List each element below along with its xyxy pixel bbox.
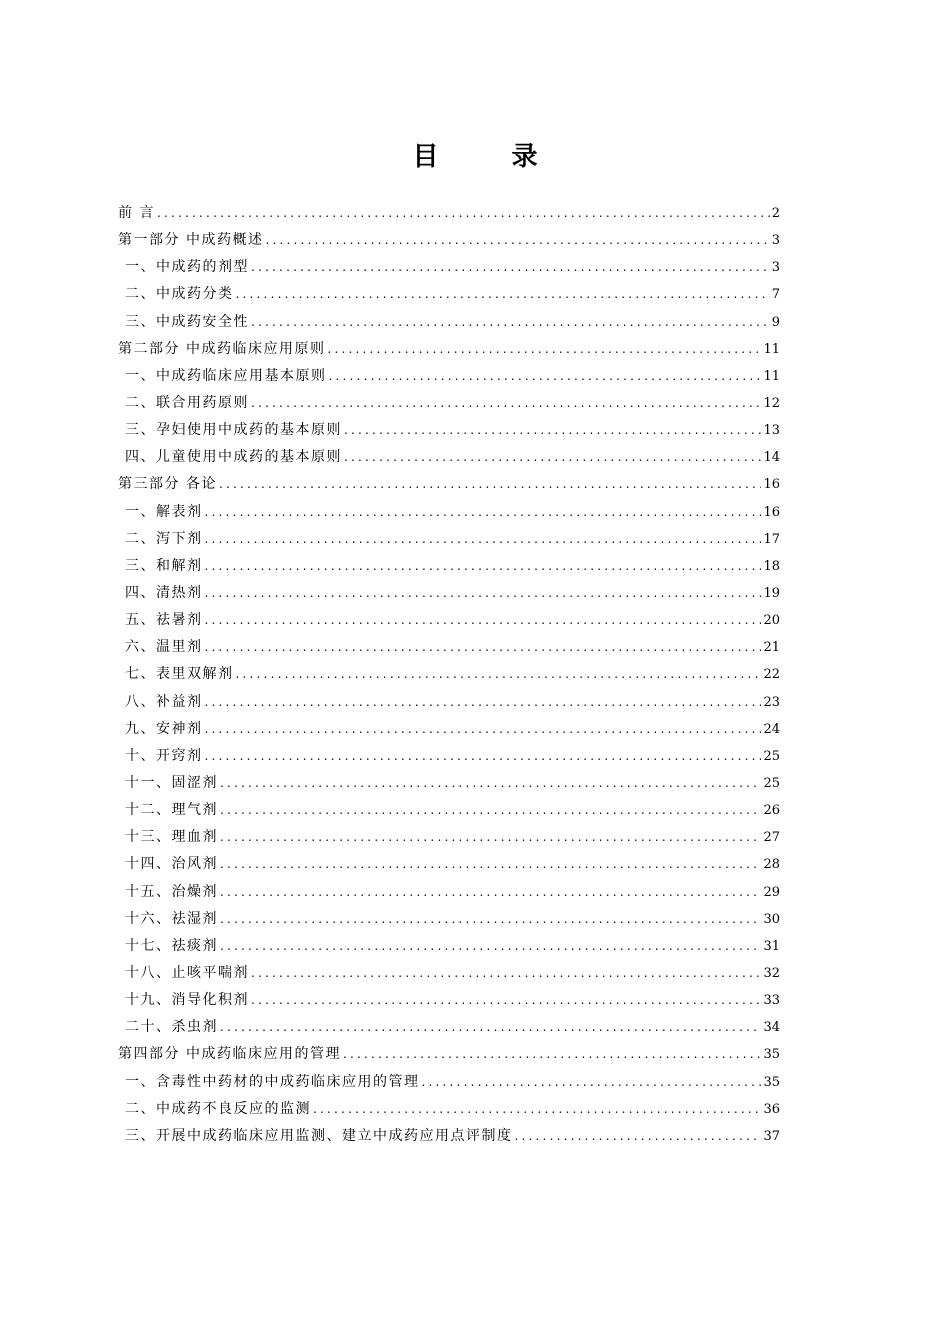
toc-dot-leader (251, 960, 761, 987)
toc-entry[interactable] (118, 580, 780, 607)
toc-entry[interactable] (118, 634, 780, 661)
toc-entry[interactable] (118, 1096, 780, 1123)
toc-dot-leader (251, 987, 761, 1014)
toc-dot-leader (205, 689, 762, 716)
toc-entry-title: 三、和解剂 (125, 557, 203, 574)
toc-entry-title: 五、祛暑剂 (125, 612, 203, 629)
toc-page-number: 25 (763, 775, 780, 791)
toc-page-number: 3 (771, 260, 780, 276)
page-title: 目 录 (412, 142, 570, 172)
toc-entry-title: 二、中成药分类 (125, 286, 234, 303)
toc-entry[interactable] (118, 417, 780, 444)
toc-dot-leader (205, 607, 762, 634)
toc-dot-leader (220, 770, 761, 797)
toc-page-number: 19 (763, 585, 780, 601)
toc-entry-title: 十、开窍剂 (125, 747, 203, 764)
toc-page-number: 37 (763, 1128, 780, 1144)
toc-entry[interactable] (118, 879, 780, 906)
toc-dot-leader (205, 580, 762, 607)
toc-entry[interactable] (118, 553, 780, 580)
toc-page-number: 27 (763, 830, 780, 846)
toc-entry[interactable] (118, 661, 780, 688)
toc-entry[interactable] (118, 1014, 780, 1041)
toc-entry[interactable] (118, 526, 780, 553)
toc-page-number: 32 (763, 965, 780, 981)
toc-entry[interactable] (118, 933, 780, 960)
toc-dot-leader (329, 363, 762, 390)
toc-dot-leader (515, 1123, 762, 1150)
toc-entry-title: 十五、治燥剂 (125, 883, 218, 900)
toc-entry-title: 十六、祛湿剂 (125, 910, 218, 927)
toc-dot-leader (251, 309, 770, 336)
toc-page-number: 11 (763, 341, 780, 357)
toc-entry[interactable] (118, 716, 780, 743)
toc-entry-title: 十七、祛痰剂 (125, 937, 218, 954)
toc-page-number: 11 (763, 368, 780, 384)
toc-dot-leader (251, 390, 761, 417)
toc-entry[interactable] (118, 471, 780, 498)
toc-page-number: 13 (763, 423, 780, 439)
toc-dot-leader (236, 661, 762, 688)
toc-entry[interactable] (118, 824, 780, 851)
toc-entry[interactable] (118, 309, 780, 336)
toc-entry[interactable] (118, 851, 780, 878)
toc-entry-title: 第三部分 各论 (118, 476, 217, 493)
toc-entry-title: 前 言 (118, 205, 155, 221)
toc-page-number: 33 (763, 993, 780, 1009)
toc-entry[interactable] (118, 960, 780, 987)
toc-entry[interactable] (118, 1069, 780, 1096)
toc-dot-leader (251, 254, 770, 281)
toc-dot-leader (219, 471, 762, 498)
toc-page-number: 12 (763, 395, 780, 411)
toc-page-number: 18 (763, 558, 780, 574)
toc-entry[interactable] (118, 1041, 780, 1068)
toc-entry[interactable] (118, 770, 780, 797)
toc-dot-leader (205, 499, 762, 526)
toc-dot-leader (344, 444, 761, 471)
toc-entry-title: 二十、杀虫剂 (125, 1019, 218, 1036)
toc-dot-leader (265, 227, 769, 254)
toc-dot-leader (157, 200, 770, 227)
toc-entry[interactable] (118, 499, 780, 526)
toc-page-number: 9 (771, 314, 780, 330)
toc-entry-title: 四、儿童使用中成药的基本原则 (125, 449, 342, 466)
toc-entry-title: 一、含毒性中药材的中成药临床应用的管理 (125, 1073, 420, 1090)
toc-page-number: 17 (763, 531, 780, 547)
toc-page-number: 35 (763, 1047, 780, 1063)
toc-entry-title: 九、安神剂 (125, 720, 203, 737)
toc-page-number: 29 (763, 884, 780, 900)
toc-dot-leader (313, 1096, 761, 1123)
toc-entry[interactable] (118, 254, 780, 281)
toc-entry-title: 十一、固涩剂 (125, 774, 218, 791)
toc-page-number: 26 (763, 803, 780, 819)
toc-entry[interactable] (118, 227, 780, 254)
toc-dot-leader (343, 1041, 762, 1068)
toc-entry[interactable] (118, 743, 780, 770)
toc-dot-leader (220, 879, 761, 906)
toc-entry-title: 一、中成药的剂型 (125, 259, 249, 276)
toc-dot-leader (327, 336, 761, 363)
toc-page-number: 36 (763, 1101, 780, 1117)
toc-page-number: 24 (763, 721, 780, 737)
toc-page-number: 7 (771, 287, 780, 303)
toc-dot-leader (205, 716, 762, 743)
toc-page-number: 35 (763, 1074, 780, 1090)
toc-entry-title: 十八、止咳平喘剂 (125, 964, 249, 981)
toc-page-number: 22 (763, 667, 780, 683)
toc-entry-title: 二、泻下剂 (125, 530, 203, 547)
toc-page-number: 25 (763, 748, 780, 764)
toc-dot-leader (220, 851, 761, 878)
toc-entry-title: 八、补益剂 (125, 693, 203, 710)
toc-dot-leader (220, 797, 761, 824)
toc-entry[interactable] (118, 689, 780, 716)
toc-page-number: 28 (763, 857, 780, 873)
toc-dot-leader (236, 281, 770, 308)
toc-entry[interactable] (118, 200, 780, 227)
toc-entry-title: 第四部分 中成药临床应用的管理 (118, 1046, 341, 1063)
toc-page-number: 16 (763, 477, 780, 493)
toc-entry[interactable] (118, 797, 780, 824)
toc-entry-title: 三、中成药安全性 (125, 313, 249, 330)
toc-dot-leader (205, 526, 762, 553)
toc-page-number: 31 (763, 938, 780, 954)
toc-entry[interactable] (118, 363, 780, 390)
toc-dot-leader (422, 1069, 762, 1096)
toc-page-number: 3 (771, 233, 780, 249)
toc-entry[interactable] (118, 987, 780, 1014)
toc-entry[interactable] (118, 444, 780, 471)
toc-page-number: 16 (763, 504, 780, 520)
toc-dot-leader (220, 906, 761, 933)
toc-entry[interactable] (118, 906, 780, 933)
toc-page-number: 21 (763, 640, 780, 656)
toc-entry-title: 一、解表剂 (125, 503, 203, 520)
toc-page-number: 2 (771, 206, 780, 221)
toc-entry-title: 第一部分 中成药概述 (118, 232, 264, 249)
toc-entry[interactable] (118, 607, 780, 634)
toc-dot-leader (205, 553, 762, 580)
toc-entry-title: 十四、治风剂 (125, 856, 218, 873)
toc-entry-title: 十三、理血剂 (125, 829, 218, 846)
toc-entry-title: 十九、消导化积剂 (125, 992, 249, 1009)
toc-entry-title: 四、清热剂 (125, 584, 203, 601)
toc-entry-title: 七、表里双解剂 (125, 666, 234, 683)
toc-page-number: 20 (763, 613, 780, 629)
toc-entry-title: 六、温里剂 (125, 639, 203, 656)
toc-entry-title: 三、孕妇使用中成药的基本原则 (125, 422, 342, 439)
toc-entry-title: 第二部分 中成药临床应用原则 (118, 340, 326, 357)
toc-entry-title: 一、中成药临床应用基本原则 (125, 367, 327, 384)
toc-entry-title: 十二、理气剂 (125, 802, 218, 819)
toc-page-number: 34 (763, 1020, 780, 1036)
toc-dot-leader (220, 933, 761, 960)
toc-entry-title: 二、联合用药原则 (125, 394, 249, 411)
toc-entry-title: 二、中成药不良反应的监测 (125, 1100, 311, 1117)
toc-dot-leader (220, 1014, 761, 1041)
toc-page-number: 30 (763, 911, 780, 927)
toc-entry[interactable] (118, 336, 780, 363)
toc-dot-leader (344, 417, 761, 444)
toc-dot-leader (220, 824, 761, 851)
table-of-contents (118, 200, 780, 1150)
toc-dot-leader (205, 743, 762, 770)
toc-entry[interactable] (118, 1123, 780, 1150)
toc-page-number: 23 (763, 694, 780, 710)
toc-entry-title: 三、开展中成药临床应用监测、建立中成药应用点评制度 (125, 1127, 513, 1144)
toc-entry[interactable] (118, 281, 780, 308)
toc-entry[interactable] (118, 390, 780, 417)
toc-page-number: 14 (763, 450, 780, 466)
toc-dot-leader (205, 634, 762, 661)
